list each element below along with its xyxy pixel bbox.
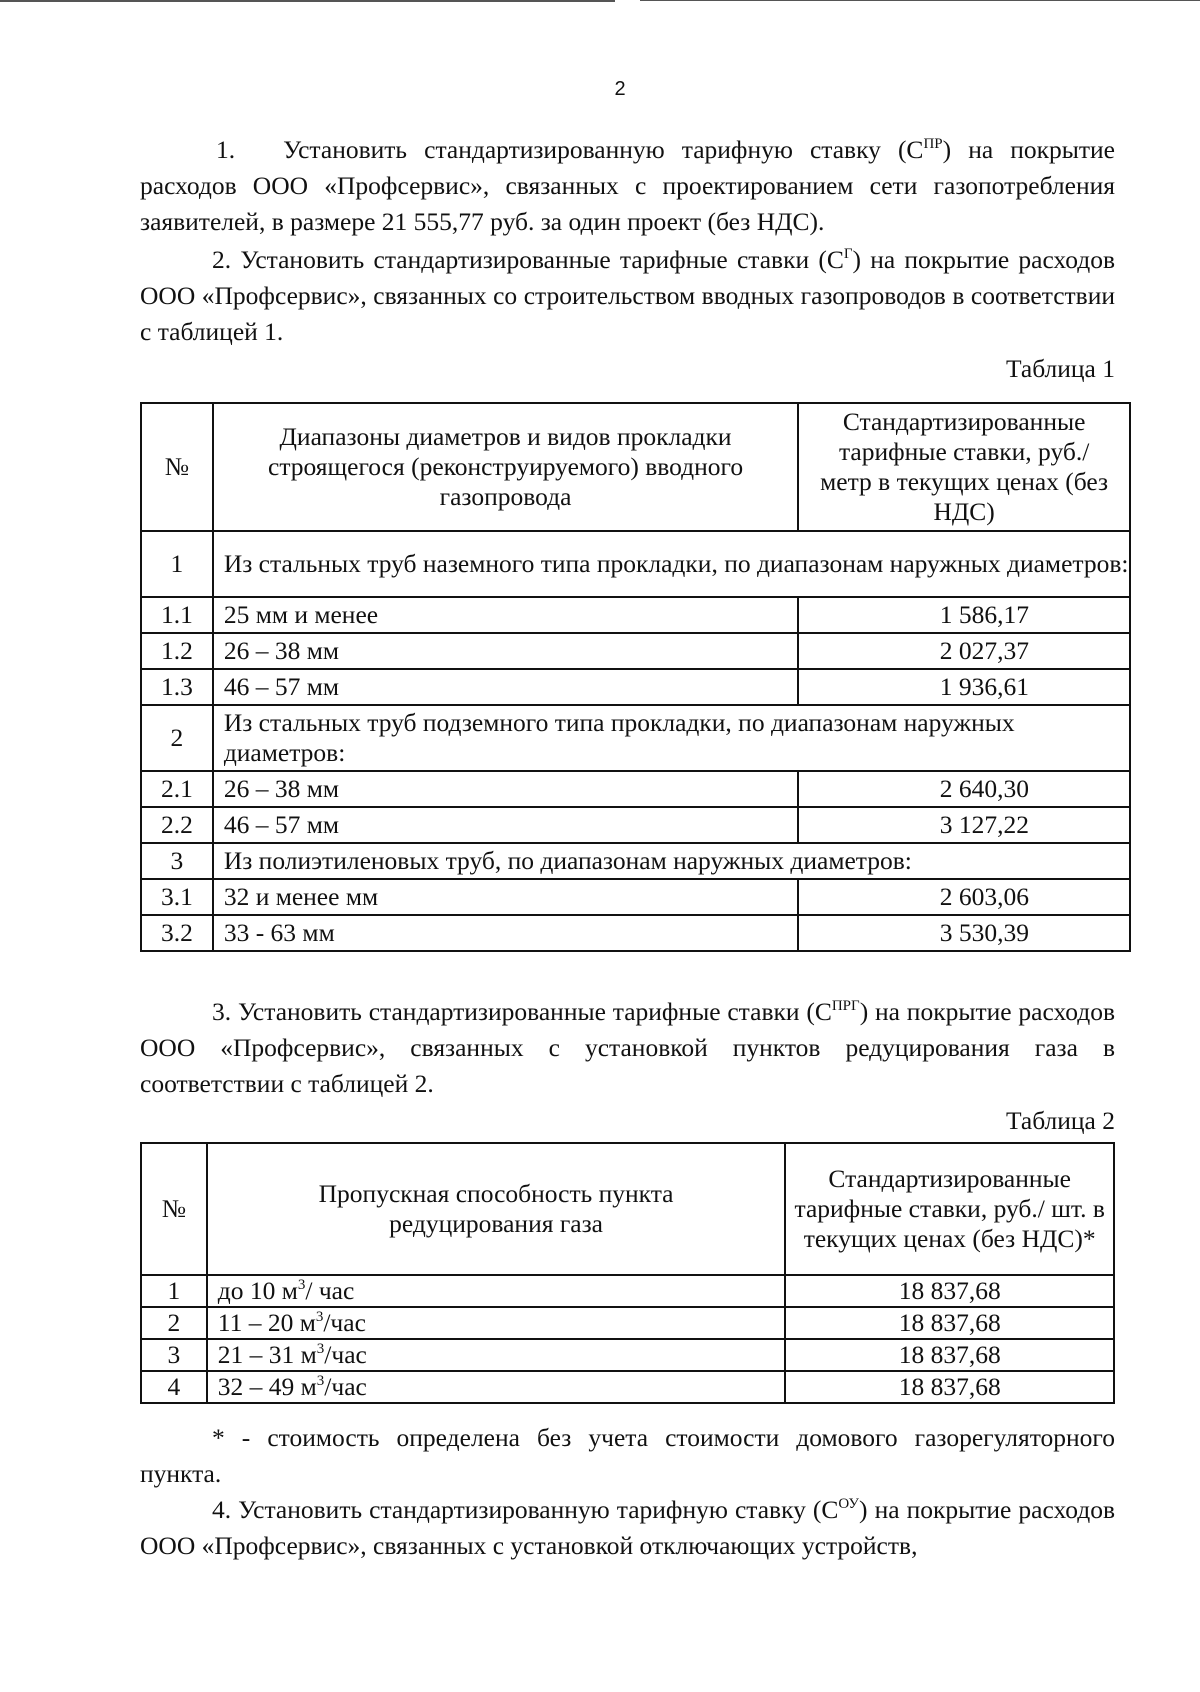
table-row xyxy=(141,1307,1114,1339)
table-row xyxy=(141,597,1130,633)
table-2-row-capacity: 11 – 20 $м^3$/час xyxy=(207,1307,786,1339)
paragraph-1-text-a: Установить стандартизированную тарифную ставку (С xyxy=(283,135,924,164)
table-row xyxy=(141,771,1130,807)
table-1-section-row xyxy=(141,705,1130,771)
table-2 xyxy=(140,1142,1115,1404)
table-1-row-rate: 1 936,61 xyxy=(798,669,1130,705)
table-1-header-rate: Стандартизированные тарифные ставки, руб./метр в текущих ценах (без НДС) xyxy=(798,403,1130,531)
table-2-row-num: 3 xyxy=(141,1339,207,1371)
table-1-section-row xyxy=(141,531,1130,597)
table-2-header-rate: Стандартизированные тарифные ставки, руб./ шт. в текущих ценах (без НДС)* xyxy=(785,1143,1114,1275)
footnote xyxy=(140,1420,1115,1492)
table-2-row-capacity: 32 – 49 $м^3$/час xyxy=(207,1371,786,1403)
scan-edge-line xyxy=(640,0,1200,1)
table-1-row-rate: 2 027,37 xyxy=(798,633,1130,669)
table-1-section-num: 2 xyxy=(141,705,213,771)
paragraph-4-sup: ОУ xyxy=(838,1496,860,1512)
paragraph-3 xyxy=(140,994,1115,1102)
table-1-section-title: Из стальных труб подземного типа прокладки, по диапазонам наружных диаметров: xyxy=(213,705,1130,771)
table-2-row-num: 1 xyxy=(141,1275,207,1307)
scan-edge-line xyxy=(0,0,615,2)
table-1-row-num: 2.2 xyxy=(141,807,213,843)
table-1-header-row xyxy=(141,403,1130,531)
paragraph-3-text-b: ) на покрытие расходов ООО «Профсервис», связанных с установкой пунктов редуцирования газа в соответствии с таблицей 2. xyxy=(140,997,1115,1098)
table-2-header-num: № xyxy=(141,1143,207,1275)
table-1-row-range: 32 и менее мм xyxy=(213,879,798,915)
table-2-row-capacity: до 10 $м^3/$ час xyxy=(207,1275,786,1307)
table-1 xyxy=(140,402,1131,952)
table-1-header-range: Диапазоны диаметров и видов прокладки строящегося (реконструируемого) вводного газопровода xyxy=(213,403,798,531)
table-2-row-capacity: 21 – 31 $м^3$/час xyxy=(207,1339,786,1371)
table-1-section-num: 3 xyxy=(141,843,213,879)
table-row xyxy=(141,879,1130,915)
table-2-row-num: 4 xyxy=(141,1371,207,1403)
table-2-row-rate: 18 837,68 xyxy=(785,1339,1114,1371)
paragraph-4-text-b: ) на покрытие расходов ООО «Профсервис», связанных с установкой отключающих устройств, xyxy=(140,1495,1116,1560)
table-1-row-num: 1.2 xyxy=(141,633,213,669)
paragraph-4-text-a: 4. Установить стандартизированную тарифную ставку (С xyxy=(212,1495,839,1524)
table-1-row-num: 1.1 xyxy=(141,597,213,633)
table-1-caption: Таблица 1 xyxy=(1005,354,1115,383)
footnote-text: * - стоимость определена без учета стоимости домового газорегуляторного пункта. xyxy=(140,1423,1115,1488)
paragraph-1-text-b: ) на покрытие расходов ООО «Профсервис», связанных с проектированием сети газопотребления заявителей, в размере 21 555,77 руб. за один проект (без НДС). xyxy=(140,135,1116,236)
table-row xyxy=(141,633,1130,669)
table-1-row-rate: 2 640,30 xyxy=(798,771,1130,807)
table-2-row-num: 2 xyxy=(141,1307,207,1339)
table-2-header-capacity: Пропускная способность пункта редуцирования газа xyxy=(207,1143,786,1275)
page-number: 2 xyxy=(614,78,626,100)
table-2-row-rate: 18 837,68 xyxy=(785,1307,1114,1339)
paragraph-2-text-a: 2. Установить стандартизированные тарифные ставки (С xyxy=(212,245,844,274)
table-1-row-range: 46 – 57 мм xyxy=(213,669,798,705)
table-row xyxy=(141,807,1130,843)
table-1-row-num: 2.1 xyxy=(141,771,213,807)
table-1-row-rate: 2 603,06 xyxy=(798,879,1130,915)
paragraph-1-sup: ПР xyxy=(923,136,943,152)
paragraph-3-sup: ПРГ xyxy=(831,998,860,1014)
table-2-row-rate: 18 837,68 xyxy=(785,1275,1114,1307)
table-1-row-range: 26 – 38 мм xyxy=(213,771,798,807)
paragraph-4 xyxy=(140,1492,1115,1564)
table-1-row-num: 3.2 xyxy=(141,915,213,951)
paragraph-2 xyxy=(140,242,1115,350)
table-1-section-title: Из стальных труб наземного типа прокладки, по диапазонам наружных диаметров: xyxy=(213,531,1130,597)
paragraph-3-text-a: 3. Установить стандартизированные тарифные ставки (С xyxy=(212,997,832,1026)
table-1-section-title: Из полиэтиленовых труб, по диапазонам наружных диаметров: xyxy=(213,843,1130,879)
table-1-section-num: 1 xyxy=(141,531,213,597)
table-2-header-row xyxy=(141,1143,1114,1275)
table-1-row-range: 25 мм и менее xyxy=(213,597,798,633)
paragraph-1 xyxy=(140,132,1115,240)
table-1-row-range: 26 – 38 мм xyxy=(213,633,798,669)
paragraph-2-text-b: ) на покрытие расходов ООО «Профсервис», связанных со строительством вводных газопроводов в соответствии с таблицей 1. xyxy=(140,245,1115,346)
table-2-row-rate: 18 837,68 xyxy=(785,1371,1114,1403)
table-row xyxy=(141,1371,1114,1403)
table-row xyxy=(141,1275,1114,1307)
table-row xyxy=(141,669,1130,705)
table-1-row-num: 3.1 xyxy=(141,879,213,915)
table-row xyxy=(141,915,1130,951)
table-2-caption: Таблица 2 xyxy=(1005,1106,1115,1135)
table-1-row-rate: 3 127,22 xyxy=(798,807,1130,843)
table-1-row-rate: 3 530,39 xyxy=(798,915,1130,951)
table-1-row-range: 46 – 57 мм xyxy=(213,807,798,843)
table-1-row-rate: 1 586,17 xyxy=(798,597,1130,633)
table-1-row-range: 33 - 63 мм xyxy=(213,915,798,951)
table-1-row-num: 1.3 xyxy=(141,669,213,705)
table-row xyxy=(141,1339,1114,1371)
paragraph-2-sup: Г xyxy=(843,246,853,262)
paragraph-1-number: 1. xyxy=(216,135,236,164)
table-1-section-row xyxy=(141,843,1130,879)
table-1-header-num: № xyxy=(141,403,213,531)
